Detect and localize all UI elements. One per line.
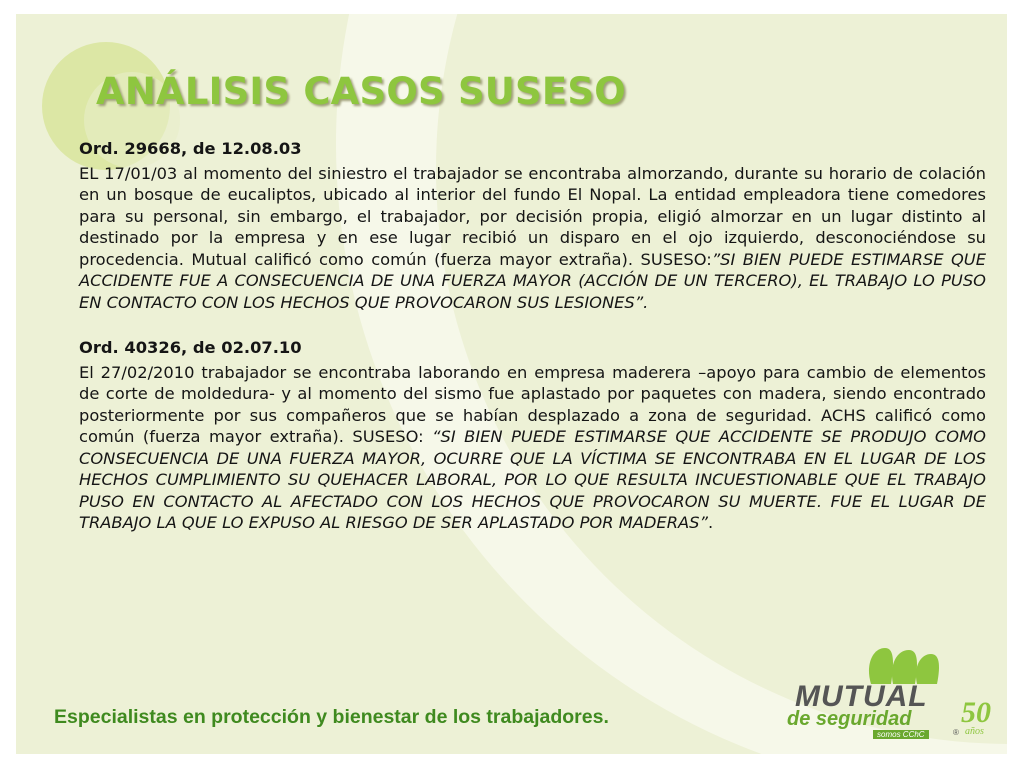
logo-years-number: 50: [961, 696, 991, 729]
slide-content: [79, 138, 986, 534]
case2-ord: Ord. 40326, de 02.07.10: [79, 338, 302, 357]
logo-somos-badge: somos CChC: [873, 730, 929, 739]
mutual-logo: [785, 644, 1000, 744]
logo-subtitle: de seguridad: [787, 708, 912, 730]
case1-text: EL 17/01/03 al momento del siniestro el trabajador se encontraba almorzando, durante su horario de colación en un bosque de eucaliptos, ubicado al interior del fundo El Nopal. La entidad empleadora tiene comedores para su personal, sin embargo, el trabajador, por decisión propia, eligió almorzar en un lugar distinto al destinado por la empresa y en ese lugar recibió un disparo en el ojo izquierdo, desconociéndose su procedencia. Mutual calificó como común (fuerza mayor extraña). SUSESO:: [79, 163, 986, 269]
case2-text: El 27/02/2010 trabajador se encontraba laborando en empresa maderera –apoyo para cambio de elementos de corte de moldedura- y al momento del sismo fue aplastado por paquetes con madera, siendo encontrado posteriormente por sus compañeros que se habían desplazado a zona de seguridad. ACHS calificó como común (fuerza mayor extraña). SUSESO:: [79, 362, 986, 446]
logo-registered-mark: ®: [953, 728, 959, 737]
case2-quote: “SI BIEN PUEDE ESTIMARSE QUE ACCIDENTE SE PRODUJO COMO CONSECUENCIA DE UNA FUERZA MAYOR, OCURRE QUE LA VÍCTIMA SE ENCONTRABA EN EL LUGAR DE LOS HECHOS CUMPLIMIENTO SU QUEHACER LABORAL, POR LO QUE RESULTA INCUESTIONABLE QUE EL TRABAJO PUSO EN CONTACTO AL AFECTADO CON LOS HECHOS QUE PROVOCARON SU MUERTE. FUE EL LUGAR DE TRABAJO LA QUE LO EXPUSO AL RIESGO DE SER APLASTADO POR MADERAS”: [79, 427, 986, 532]
footer-tagline: Especialistas en protección y bienestar de los trabajadores.: [54, 706, 609, 728]
case2-paragraph: [79, 362, 986, 534]
case1-quote: ”SI BIEN PUEDE ESTIMARSE QUE ACCIDENTE FUE A CONSECUENCIA DE UNA FUERZA MAYOR (ACCIÓN DE UN TERCERO), EL TRABAJO LO PUSO EN CONTACTO CON LOS HECHOS QUE PROVOCARON SUS LESIONES”.: [79, 249, 986, 312]
case2-end: .: [707, 513, 714, 532]
case1-ord: Ord. 29668, de 12.08.03: [79, 139, 302, 158]
logo-brand-text: MUTUAL: [795, 680, 928, 713]
case1-paragraph: [79, 163, 986, 314]
logo-years-word: años: [965, 726, 984, 737]
slide-title: ANÁLISIS CASOS SUSESO: [96, 70, 626, 113]
paragraph-gap: [79, 313, 986, 337]
